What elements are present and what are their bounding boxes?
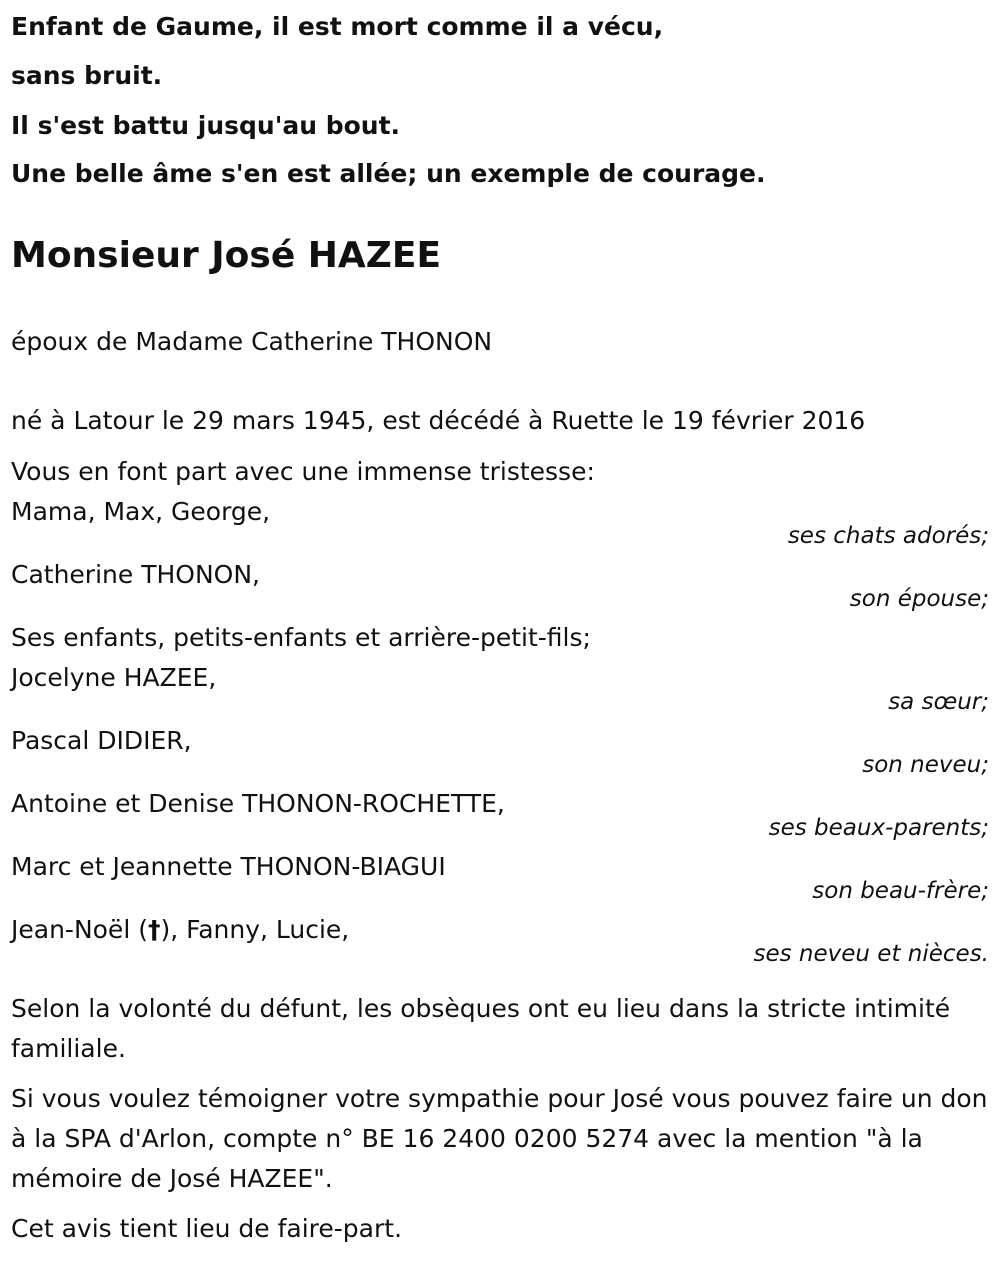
epitaph-line-3: Il s'est battu jusqu'au bout. xyxy=(11,111,401,140)
epitaph-line-1: Enfant de Gaume, il est mort comme il a vécu, xyxy=(11,12,664,41)
cross-icon: † xyxy=(147,915,161,944)
mourner-name: Mama, Max, George, xyxy=(11,497,271,526)
mourner-name: Ses enfants, petits-enfants et arrière-petit-fils; xyxy=(11,623,591,652)
notice-line: Cet avis tient lieu de faire-part. xyxy=(11,1214,403,1243)
mourner-name: Marc et Jeannette THONON-BIAGUI xyxy=(11,852,446,881)
funeral-paragraph: Selon la volonté du défunt, les obsèques ont eu lieu dans la stricte intimité familiale. xyxy=(11,994,951,1063)
mourner-name: Pascal DIDIER, xyxy=(11,726,192,755)
birth-death-line: né à Latour le 29 mars 1945, est décédé à Ruette le 19 février 2016 xyxy=(11,406,866,435)
mourner-relation: ses chats adorés; xyxy=(787,523,989,549)
mourner-name xyxy=(11,915,349,945)
mourner-relation: sa sœur; xyxy=(888,689,989,715)
epitaph-line-4: Une belle âme s'en est allée; un exemple de courage. xyxy=(11,159,766,188)
mourner-name-prefix: Jean-Noël ( xyxy=(11,915,148,944)
mourner-relation: ses neveu et nièces. xyxy=(753,941,989,967)
epitaph-line-2: sans bruit. xyxy=(11,61,163,90)
mourner-name-suffix: ), Fanny, Lucie, xyxy=(160,915,350,944)
mourner-relation: son neveu; xyxy=(862,752,989,778)
mourner-relation: son beau-frère; xyxy=(812,878,989,904)
mourner-relation: ses beaux-parents; xyxy=(768,815,989,841)
mourner-name: Jocelyne HAZEE, xyxy=(11,663,217,692)
mourner-name: Catherine THONON, xyxy=(11,560,260,589)
donation-paragraph: Si vous voulez témoigner votre sympathie pour José vous pouvez faire un don à la SPA d'Arlon, compte n° BE 16 2400 0200 5274 avec la mention "à la mémoire de José HAZEE". xyxy=(11,1084,988,1193)
mourner-relation: son épouse; xyxy=(849,586,989,612)
announcement-intro: Vous en font part avec une immense tristesse: xyxy=(11,457,595,486)
deceased-name: Monsieur José HAZEE xyxy=(11,235,442,276)
mourner-name: Antoine et Denise THONON-ROCHETTE, xyxy=(11,789,505,818)
spouse-line: époux de Madame Catherine THONON xyxy=(11,327,493,356)
